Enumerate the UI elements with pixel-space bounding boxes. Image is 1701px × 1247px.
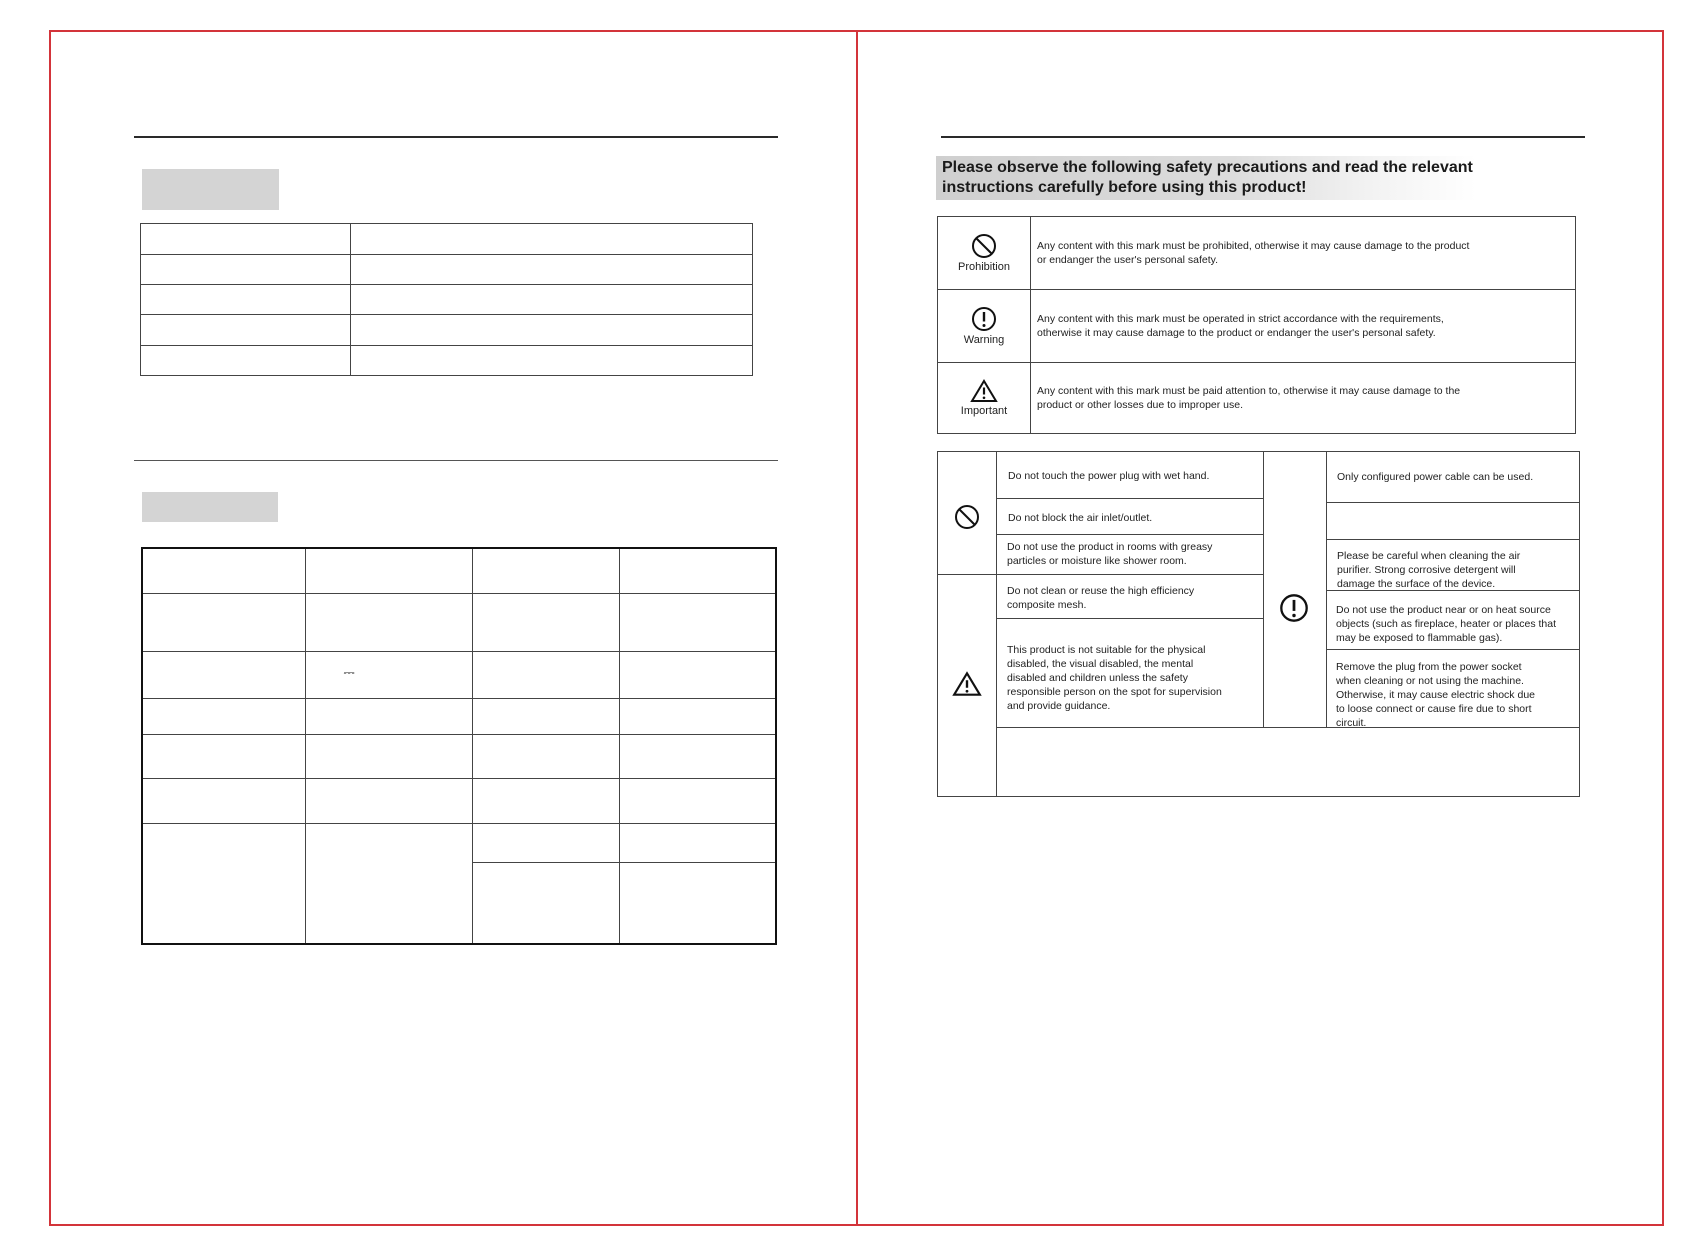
banner-line-2: instructions carefully before using this product! — [942, 179, 1307, 196]
table-cell — [472, 593, 619, 651]
table-cell — [141, 224, 351, 255]
table-cell — [305, 593, 472, 651]
left-middle-rule — [134, 460, 778, 461]
safety-item: Remove the plug from the power socket when cleaning or not using the machine. Otherwise, it may cause electric shock due to loose connect or cause fire due to short circuit. — [1336, 661, 1535, 729]
table-cell — [619, 651, 776, 698]
legend-row-important — [938, 363, 1576, 434]
table-cell — [472, 823, 619, 862]
table-cell — [141, 285, 351, 315]
safety-item: Do not touch the power plug with wet hand. — [1008, 470, 1210, 482]
warning-icon — [1279, 593, 1309, 623]
table-cell — [472, 862, 619, 944]
legend-icon-cell — [938, 217, 1031, 290]
warning-icon — [971, 306, 997, 332]
table-cell — [142, 548, 305, 593]
prohibition-icon — [954, 504, 980, 530]
legend-text-line: Any content with this mark must be operated in strict accordance with the requirements, — [1037, 313, 1444, 325]
safety-item: Do not use the product near or on heat source objects (such as fireplace, heater or places that may be exposed to flammable gas). — [1336, 604, 1557, 644]
table-cell — [351, 224, 753, 255]
table-cell — [472, 698, 619, 734]
safety-matrix — [937, 451, 1580, 797]
table-cell — [472, 548, 619, 593]
legend-text-line: Any content with this mark must be prohibited, otherwise it may cause damage to the product — [1037, 240, 1470, 252]
safety-item: Please be careful when cleaning the air purifier. Strong corrosive detergent will damage the surface of the device. — [1337, 550, 1521, 590]
table-cell — [619, 548, 776, 593]
important-icon — [970, 379, 998, 403]
table-cell — [305, 548, 472, 593]
symbol-legend-table — [937, 216, 1576, 434]
legend-text-cell — [1031, 217, 1576, 290]
table-cell — [141, 255, 351, 285]
table-cell — [472, 778, 619, 823]
legend-label: Prohibition — [958, 261, 1010, 273]
table-cell — [351, 285, 753, 315]
legend-text-cell — [1031, 290, 1576, 363]
safety-item: Only configured power cable can be used. — [1337, 471, 1534, 483]
table-cell — [142, 651, 305, 698]
safety-item: Do not clean or reuse the high efficiency composite mesh. — [1007, 585, 1195, 611]
parts-table — [140, 223, 753, 376]
banner-line-1: Please observe the following safety precautions and read the relevant — [942, 159, 1473, 176]
legend-text-line: or endanger the user's personal safety. — [1037, 254, 1219, 266]
prohibition-icon — [971, 233, 997, 259]
table-cell — [619, 734, 776, 778]
legend-row-prohibition — [938, 217, 1576, 290]
table-cell — [142, 778, 305, 823]
safety-item: Do not use the product in rooms with greasy particles or moisture like shower room. — [1007, 541, 1213, 567]
dc-symbol: ⎓ — [343, 663, 355, 680]
table-cell — [305, 778, 472, 823]
table-cell — [142, 593, 305, 651]
table-cell — [141, 346, 351, 376]
legend-text-cell — [1031, 363, 1576, 434]
table-cell — [142, 823, 305, 944]
table-cell — [305, 651, 472, 698]
table-cell — [619, 862, 776, 944]
table-cell — [305, 823, 472, 944]
page-spine — [856, 30, 858, 1226]
table-cell — [351, 315, 753, 346]
table-cell — [472, 651, 619, 698]
table-cell — [305, 734, 472, 778]
safety-item: Do not block the air inlet/outlet. — [1008, 512, 1153, 524]
table-cell — [305, 698, 472, 734]
table-cell — [619, 823, 776, 862]
table-cell — [351, 346, 753, 376]
table-cell — [619, 698, 776, 734]
safety-item: This product is not suitable for the physical disabled, the visual disabled, the mental disabled and children unless the safety responsible person on the spot for supervision and provide guidance. — [1007, 644, 1222, 712]
legend-icon-cell — [938, 290, 1031, 363]
legend-text-line: otherwise it may cause damage to the product or endanger the user's personal safety. — [1037, 327, 1436, 339]
left-top-rule — [134, 136, 778, 138]
right-top-rule — [941, 136, 1585, 138]
table-cell — [351, 255, 753, 285]
legend-label: Warning — [963, 334, 1005, 346]
section-heading-box-2 — [142, 492, 278, 522]
table-cell — [619, 778, 776, 823]
legend-text-line: Any content with this mark must be paid attention to, otherwise it may cause damage to the — [1037, 385, 1461, 397]
table-cell — [472, 734, 619, 778]
table-cell — [142, 734, 305, 778]
legend-row-warning — [938, 290, 1576, 363]
precaution-banner-text — [942, 158, 1502, 198]
legend-text-line: product or other losses due to improper use. — [1037, 399, 1244, 411]
section-heading-box-1 — [142, 169, 279, 210]
legend-label: Important — [960, 405, 1008, 417]
important-icon — [952, 671, 982, 697]
table-cell — [141, 315, 351, 346]
legend-icon-cell — [938, 363, 1031, 434]
specifications-table — [141, 547, 777, 945]
table-cell — [142, 698, 305, 734]
table-cell — [619, 593, 776, 651]
